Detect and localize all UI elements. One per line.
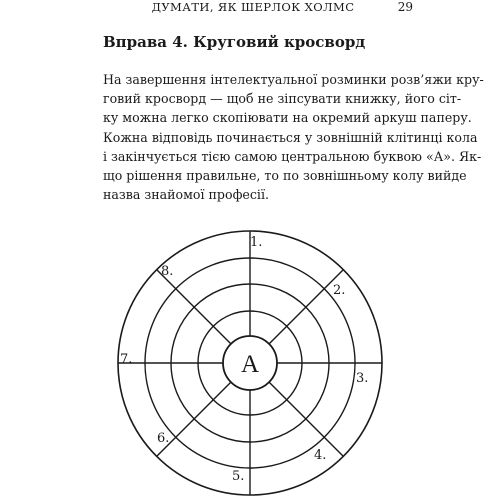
- cell-number-5: 5.: [232, 469, 245, 484]
- cell-number-7: 7.: [120, 352, 133, 367]
- running-head: ДУМАТИ, ЯК ШЕРЛОК ХОЛМС: [151, 0, 355, 14]
- text-line: і закінчується тією самою центральною буквою «А». Як-: [103, 148, 482, 164]
- center-letter: А: [240, 351, 260, 378]
- spoke-line: [157, 270, 231, 344]
- cell-number-1: 1.: [250, 235, 263, 250]
- cell-number-4: 4.: [314, 448, 327, 463]
- text-line: ку можна легко скопіювати на окремий аркуш паперу.: [103, 110, 472, 126]
- spoke-line: [269, 270, 346, 344]
- cell-number-2: 2.: [333, 283, 346, 298]
- text-line: Кожна відповідь починається у зовнішній клітинці кола: [103, 129, 478, 145]
- cell-number-3: 3.: [356, 371, 369, 386]
- cell-number-6: 6.: [157, 431, 170, 446]
- text-line: що рішення правильне, то по зовнішньому колу вийде: [103, 168, 467, 184]
- text-line: говий кросворд — щоб не зіпсувати книжку, його сіт-: [103, 91, 462, 107]
- cell-number-8: 8.: [161, 264, 174, 279]
- text-line: назва знайомої професії.: [103, 187, 269, 203]
- page-number: 29: [397, 0, 413, 14]
- text-line: На завершення інтелектуальної розминки розв’яжи кру-: [103, 72, 484, 87]
- exercise-title: Вправа 4. Круговий кросворд: [103, 33, 366, 51]
- spoke-line: [269, 382, 343, 456]
